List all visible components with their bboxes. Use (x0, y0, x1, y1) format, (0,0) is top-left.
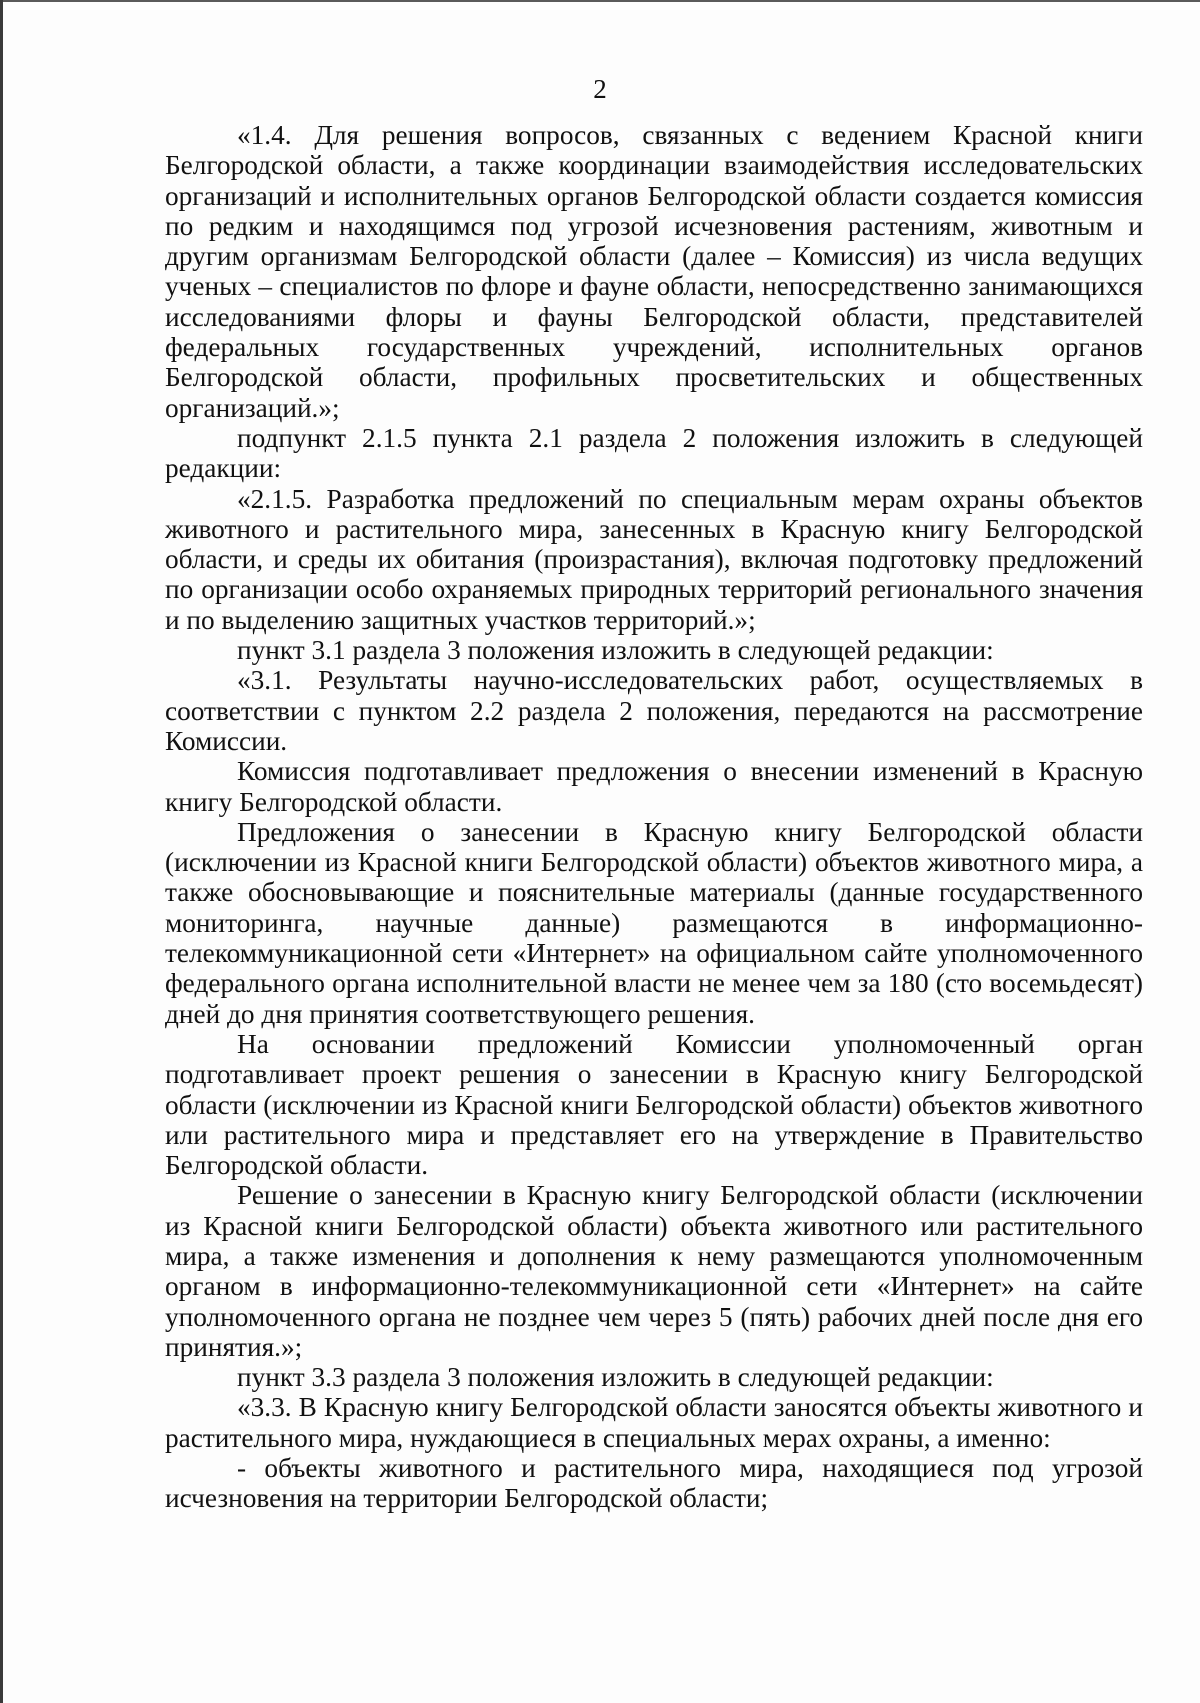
paragraph-list-item: - объекты животного и растительного мира, находящиеся под угрозой исчезновения на территории Белгородской области; (165, 1453, 1143, 1514)
paragraph-decision: Решение о занесении в Красную книгу Белгородской области (исключении из Красной книги Белгородской области) объекта животного или растительного мира, а также изменения и дополнения к нему размещаются уполномоченным органом в информационно-телекоммуникационной сети «Интернет» на сайте уполномоченного органа не позднее чем через 5 (пять) рабочих дней после дня его принятия.»; (165, 1180, 1143, 1362)
paragraph-1-4: «1.4. Для решения вопросов, связанных с ведением Красной книги Белгородской области, а также координации взаимодействия исследовательских организаций и исполнительных органов Белгородской области создается комиссия по редким и находящимся под угрозой исчезновения растениям, животным и другим организмам Белгородской области (далее – Комиссия) из числа ведущих ученых – специалистов по флоре и фауне области, непосредственно занимающихся исследованиями флоры и фауны Белгородской области, представителей федеральных государственных учреждений, исполнительных органов Белгородской области, профильных просветительских и общественных организаций.»; (165, 120, 1143, 423)
paragraph-amend-2-1-5: подпункт 2.1.5 пункта 2.1 раздела 2 положения изложить в следующей редакции: (165, 422, 1143, 484)
paragraph-basis: На основании предложений Комиссии уполномоченный орган подготавливает проект решения о занесении в Красную книгу Белгородской области (исключении из Красной книги Белгородской области) объектов животного или растительного мира и представляет его на утверждение в Правительство Белгородской области. (165, 1028, 1143, 1181)
paragraph-amend-3-3: пункт 3.3 раздела 3 положения изложить в следующей редакции: (237, 1362, 994, 1393)
scan-edge-top (0, 0, 1200, 2)
paragraph-3-3: «3.3. В Красную книгу Белгородской области заносятся объекты животного и растительного мира, нуждающиеся в специальных мерах охраны, а именно: (165, 1392, 1143, 1453)
paragraph-2-1-5: «2.1.5. Разработка предложений по специальным мерам охраны объектов животного и растительного мира, занесенных в Красную книгу Белгородской области, и среды их обитания (произрастания), включая подготовку предложений по организации особо охраняемых природных территорий регионального значения и по выделению защитных участков территорий.»; (165, 483, 1143, 635)
paragraph-amend-3-1: пункт 3.1 раздела 3 положения изложить в следующей редакции: (237, 635, 994, 666)
paragraph-commission: Комиссия подготавливает предложения о внесении изменений в Красную книгу Белгородской области. (165, 756, 1143, 817)
paragraph-proposals: Предложения о занесении в Красную книгу Белгородской области (исключении из Красной книги Белгородской области) объектов животного мира, а также обосновывающие и пояснительные материалы (данные государственного мониторинга, научные данные) размещаются в информационно-телекоммуникационной сети «Интернет» на официальном сайте уполномоченного федерального органа исполнительной власти не менее чем за 180 (сто восемьдесят) дней до дня принятия соответствующего решения. (165, 816, 1143, 1029)
paragraph-3-1: «3.1. Результаты научно-исследовательских работ, осуществляемых в соответствии с пунктом 2.2 раздела 2 положения, передаются на рассмотрение Комиссии. (165, 665, 1143, 756)
scan-edge-left (0, 0, 3, 1703)
page-number: 2 (593, 74, 607, 104)
document-body (165, 120, 1143, 1514)
